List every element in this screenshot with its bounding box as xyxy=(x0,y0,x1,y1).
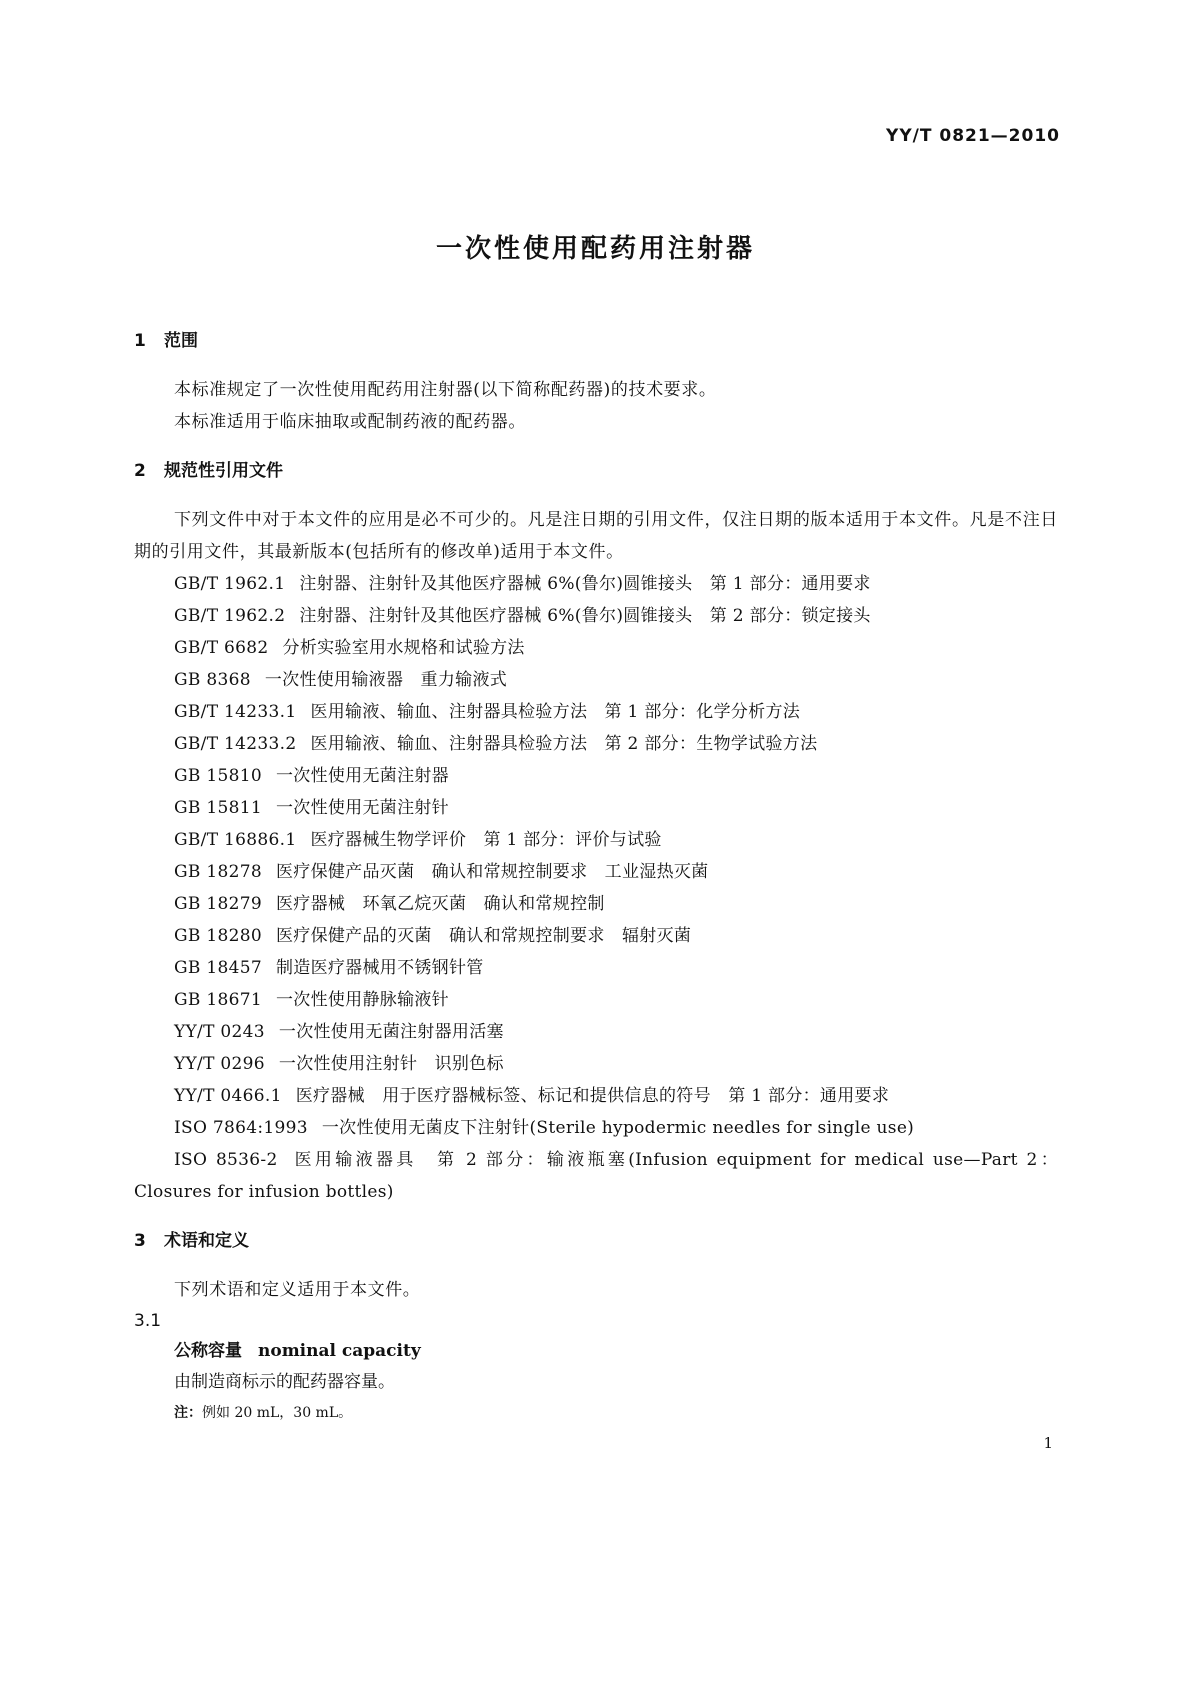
reference-item xyxy=(134,632,1058,664)
reference-item xyxy=(134,1112,1058,1144)
section-number: 2 xyxy=(134,461,146,481)
term-entry xyxy=(134,1306,1058,1428)
reference-code: GB 8368 xyxy=(174,670,251,690)
reference-title: 一次性使用无菌注射针 xyxy=(275,798,449,818)
reference-title: 医疗器械生物学评价 第 1 部分：评价与试验 xyxy=(310,830,662,850)
reference-code: ISO 8536-2 xyxy=(174,1150,278,1170)
reference-code: YY/T 0243 xyxy=(174,1022,265,1042)
reference-title: 一次性使用无菌皮下注射针(Sterile hypodermic needles for single use) xyxy=(321,1118,915,1138)
term-name-zh: 公称容量 xyxy=(174,1341,242,1361)
reference-code: GB 18279 xyxy=(174,894,262,914)
reference-item xyxy=(134,728,1058,760)
reference-item xyxy=(134,1080,1058,1112)
reference-title: 一次性使用无菌注射器用活塞 xyxy=(278,1022,504,1042)
reference-title: 医疗器械 用于医疗器械标签、标记和提供信息的符号 第 1 部分：通用要求 xyxy=(295,1086,890,1106)
reference-title: 医疗保健产品的灭菌 确认和常规控制要求 辐射灭菌 xyxy=(275,926,692,946)
reference-item xyxy=(134,824,1058,856)
reference-item xyxy=(134,792,1058,824)
section-number: 3 xyxy=(134,1231,146,1251)
reference-title: 注射器、注射针及其他医疗器械 6%(鲁尔)圆锥接头 第 2 部分：锁定接头 xyxy=(299,606,871,626)
reference-item xyxy=(134,1048,1058,1080)
reference-item xyxy=(134,920,1058,952)
paragraph: 本标准规定了一次性使用配药用注射器(以下简称配药器)的技术要求。 xyxy=(174,380,717,400)
term-name xyxy=(134,1336,1058,1366)
section-heading-normative-references xyxy=(134,460,1058,482)
reference-title: 制造医疗器械用不锈钢针管 xyxy=(275,958,484,978)
reference-item xyxy=(134,856,1058,888)
reference-item xyxy=(134,568,1058,600)
reference-code: GB/T 1962.1 xyxy=(174,574,286,594)
reference-code: ISO 7864:1993 xyxy=(174,1118,308,1138)
reference-list xyxy=(134,568,1058,1208)
reference-code: GB/T 1962.2 xyxy=(174,606,286,626)
page-number: 1 xyxy=(1043,1434,1053,1452)
reference-title: 注射器、注射针及其他医疗器械 6%(鲁尔)圆锥接头 第 1 部分：通用要求 xyxy=(299,574,871,594)
reference-code: GB/T 16886.1 xyxy=(174,830,297,850)
section-title: 术语和定义 xyxy=(164,1231,249,1251)
reference-code: GB/T 14233.1 xyxy=(174,702,297,722)
section-number: 1 xyxy=(134,331,146,351)
paragraph: 下列术语和定义适用于本文件。 xyxy=(174,1280,421,1300)
paragraph: 本标准适用于临床抽取或配制药液的配药器。 xyxy=(174,412,526,432)
section-title: 规范性引用文件 xyxy=(164,461,283,481)
section-title: 范围 xyxy=(164,331,198,351)
reference-code: GB 15811 xyxy=(174,798,262,818)
reference-item xyxy=(134,600,1058,632)
document-body xyxy=(134,330,1058,1428)
section-heading-scope xyxy=(134,330,1058,352)
reference-item xyxy=(134,760,1058,792)
reference-code: GB/T 6682 xyxy=(174,638,269,658)
reference-code: GB 18278 xyxy=(174,862,262,882)
reference-item xyxy=(134,952,1058,984)
standard-code: YY/T 0821—2010 xyxy=(886,126,1060,146)
reference-title: 医用输液器具 第 2 部分：输液瓶塞(Infusion equipment for medical use—Part 2：Closures for infusion bottles) xyxy=(134,1150,1058,1202)
term-note xyxy=(134,1398,1058,1428)
reference-title: 医用输液、输血、注射器具检验方法 第 2 部分：生物学试验方法 xyxy=(310,734,818,754)
reference-code: YY/T 0466.1 xyxy=(174,1086,282,1106)
reference-title: 一次性使用无菌注射器 xyxy=(275,766,449,786)
note-text: 例如 20 mL，30 mL。 xyxy=(202,1405,353,1421)
reference-title: 一次性使用输液器 重力输液式 xyxy=(264,670,508,690)
term-number: 3.1 xyxy=(134,1311,162,1331)
reference-code: YY/T 0296 xyxy=(174,1054,265,1074)
reference-code: GB 18280 xyxy=(174,926,262,946)
document-title: 一次性使用配药用注射器 xyxy=(435,234,755,264)
reference-code: GB 18457 xyxy=(174,958,262,978)
reference-item xyxy=(134,664,1058,696)
term-name-en: nominal capacity xyxy=(258,1341,421,1361)
reference-title: 医疗器械 环氧乙烷灭菌 确认和常规控制 xyxy=(275,894,605,914)
section-heading-terms xyxy=(134,1230,1058,1252)
term-definition: 由制造商标示的配药器容量。 xyxy=(174,1372,395,1392)
reference-title: 医用输液、输血、注射器具检验方法 第 1 部分：化学分析方法 xyxy=(310,702,801,722)
reference-item xyxy=(134,1016,1058,1048)
reference-code: GB/T 14233.2 xyxy=(174,734,297,754)
reference-code: GB 18671 xyxy=(174,990,262,1010)
reference-title: 一次性使用注射针 识别色标 xyxy=(278,1054,504,1074)
note-label: 注： xyxy=(174,1405,202,1421)
reference-item xyxy=(134,1144,1058,1208)
reference-item xyxy=(134,696,1058,728)
reference-item xyxy=(134,888,1058,920)
reference-item xyxy=(134,984,1058,1016)
reference-code: GB 15810 xyxy=(174,766,262,786)
reference-title: 一次性使用静脉输液针 xyxy=(275,990,449,1010)
paragraph: 下列文件中对于本文件的应用是必不可少的。凡是注日期的引用文件，仅注日期的版本适用于本文件。凡是不注日期的引用文件，其最新版本(包括所有的修改单)适用于本文件。 xyxy=(134,510,1058,562)
reference-title: 分析实验室用水规格和试验方法 xyxy=(282,638,525,658)
reference-title: 医疗保健产品灭菌 确认和常规控制要求 工业湿热灭菌 xyxy=(275,862,709,882)
